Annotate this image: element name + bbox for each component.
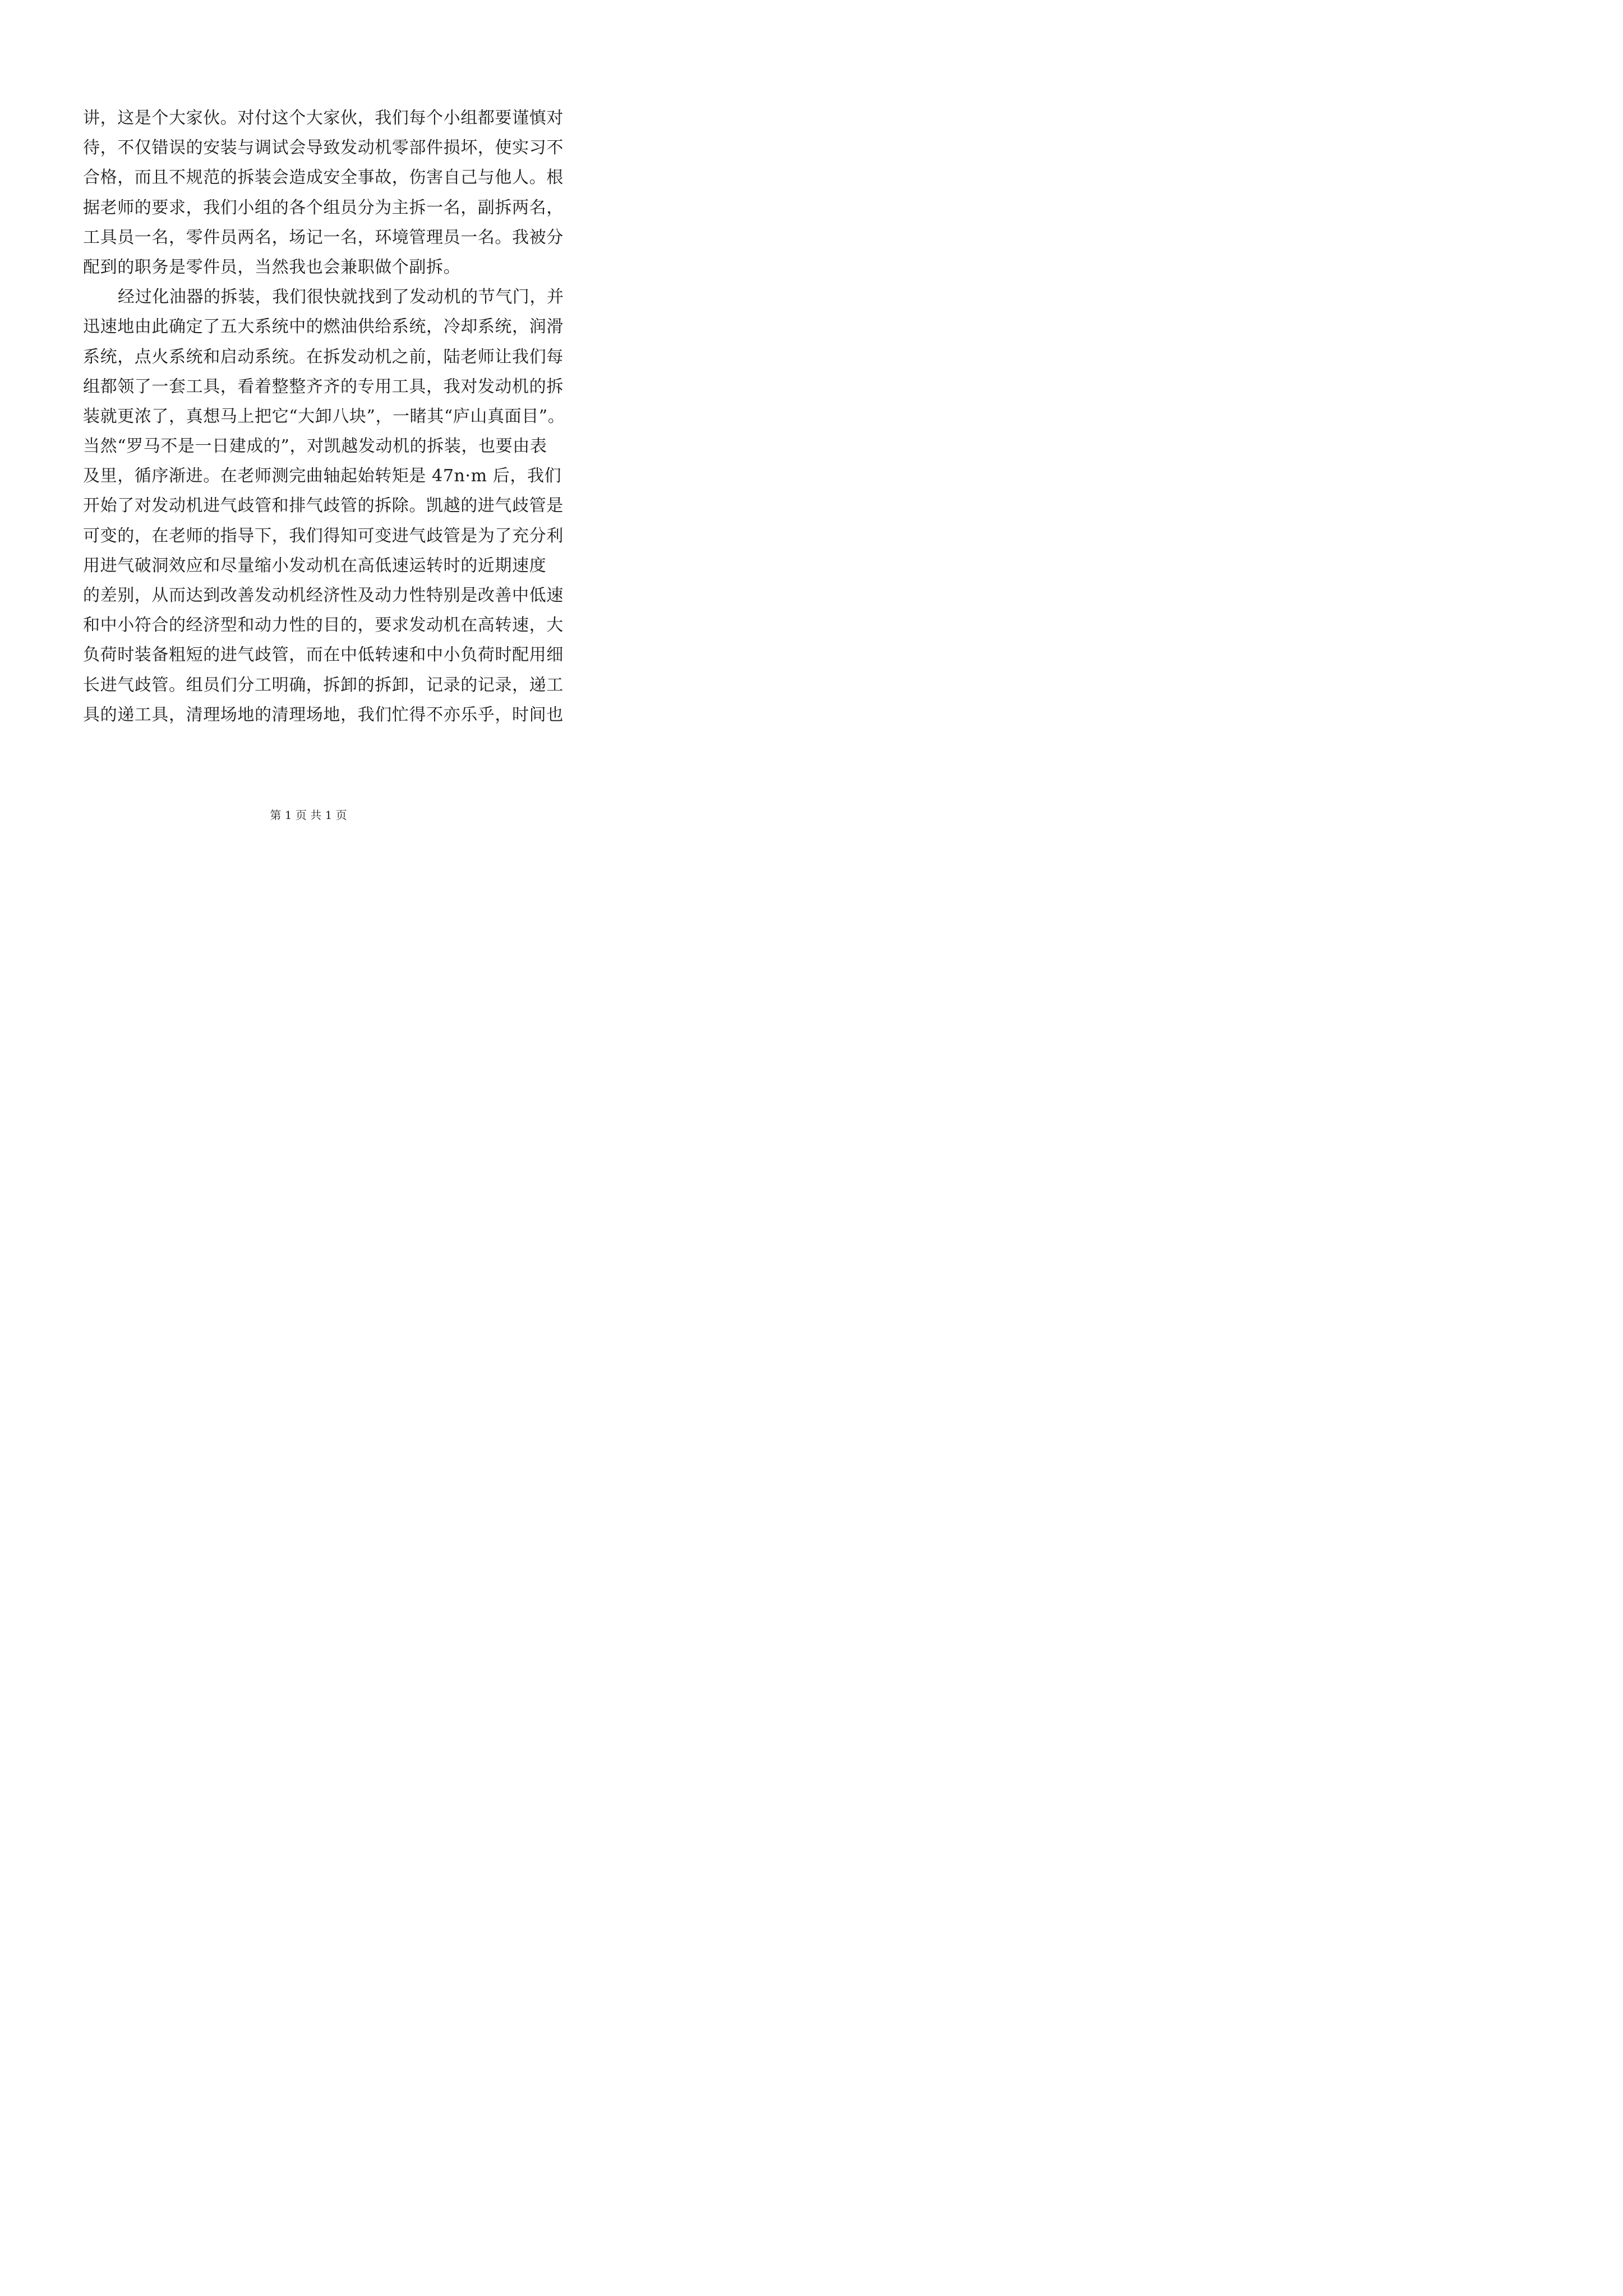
text-line: 及里，循序渐进。在老师测完曲轴起始转矩是 47n·m 后，我们: [83, 466, 562, 486]
text-line: 用进气破洞效应和尽量缩小发动机在高低速运转时的近期速度: [83, 555, 547, 576]
text-line: 可变的，在老师的指导下，我们得知可变进气歧管是为了充分利: [83, 526, 564, 546]
document-page: [0, 0, 617, 873]
text-line: 组都领了一套工具，看着整整齐齐的专用工具，我对发动机的拆: [83, 376, 564, 397]
text-line: 开始了对发动机进气歧管和排气歧管的拆除。凯越的进气歧管是: [83, 496, 564, 516]
paragraph-first-line: 经过化油器的拆装，我们很快就找到了发动机的节气门，并: [118, 287, 564, 307]
text-line: 和中小符合的经济型和动力性的目的，要求发动机在高转速，大: [83, 615, 564, 636]
body-text: [83, 103, 565, 730]
text-line: 长进气歧管。组员们分工明确，拆卸的拆卸，记录的记录，递工: [83, 675, 564, 695]
text-line: 装就更浓了，真想马上把它“大卸八块”，一睹其“庐山真面目”。: [83, 406, 565, 426]
text-line: 具的递工具，清理场地的清理场地，我们忙得不亦乐乎，时间也: [83, 705, 564, 725]
text-line: 迅速地由此确定了五大系统中的燃油供给系统，冷却系统，润滑: [83, 317, 564, 337]
text-line: 据老师的要求，我们小组的各个组员分为主拆一名，副拆两名，: [83, 197, 564, 218]
text-line: 待，不仅错误的安装与调试会导致发动机零部件损坏，使实习不: [83, 138, 564, 158]
text-line: 合格，而且不规范的拆装会造成安全事故，伤害自己与他人。根: [83, 168, 564, 188]
text-line: 当然“罗马不是一日建成的”，对凯越发动机的拆装，也要由表: [83, 436, 547, 457]
text-line: 工具员一名，零件员两名，场记一名，环境管理员一名。我被分: [83, 227, 564, 247]
page-number-footer: 第 1 页 共 1 页: [270, 808, 347, 822]
text-line: 负荷时装备粗短的进气歧管，而在中低转速和中小负荷时配用细: [83, 645, 564, 665]
text-line: 的差别，从而达到改善发动机经济性及动力性特别是改善中低速: [83, 586, 564, 605]
text-line: 系统，点火系统和启动系统。在拆发动机之前，陆老师让我们每: [83, 347, 564, 367]
text-line: 讲，这是个大家伙。对付这个大家伙，我们每个小组都要谨慎对: [83, 108, 564, 128]
text-line: 配到的职务是零件员，当然我也会兼职做个副拆。: [83, 257, 461, 277]
